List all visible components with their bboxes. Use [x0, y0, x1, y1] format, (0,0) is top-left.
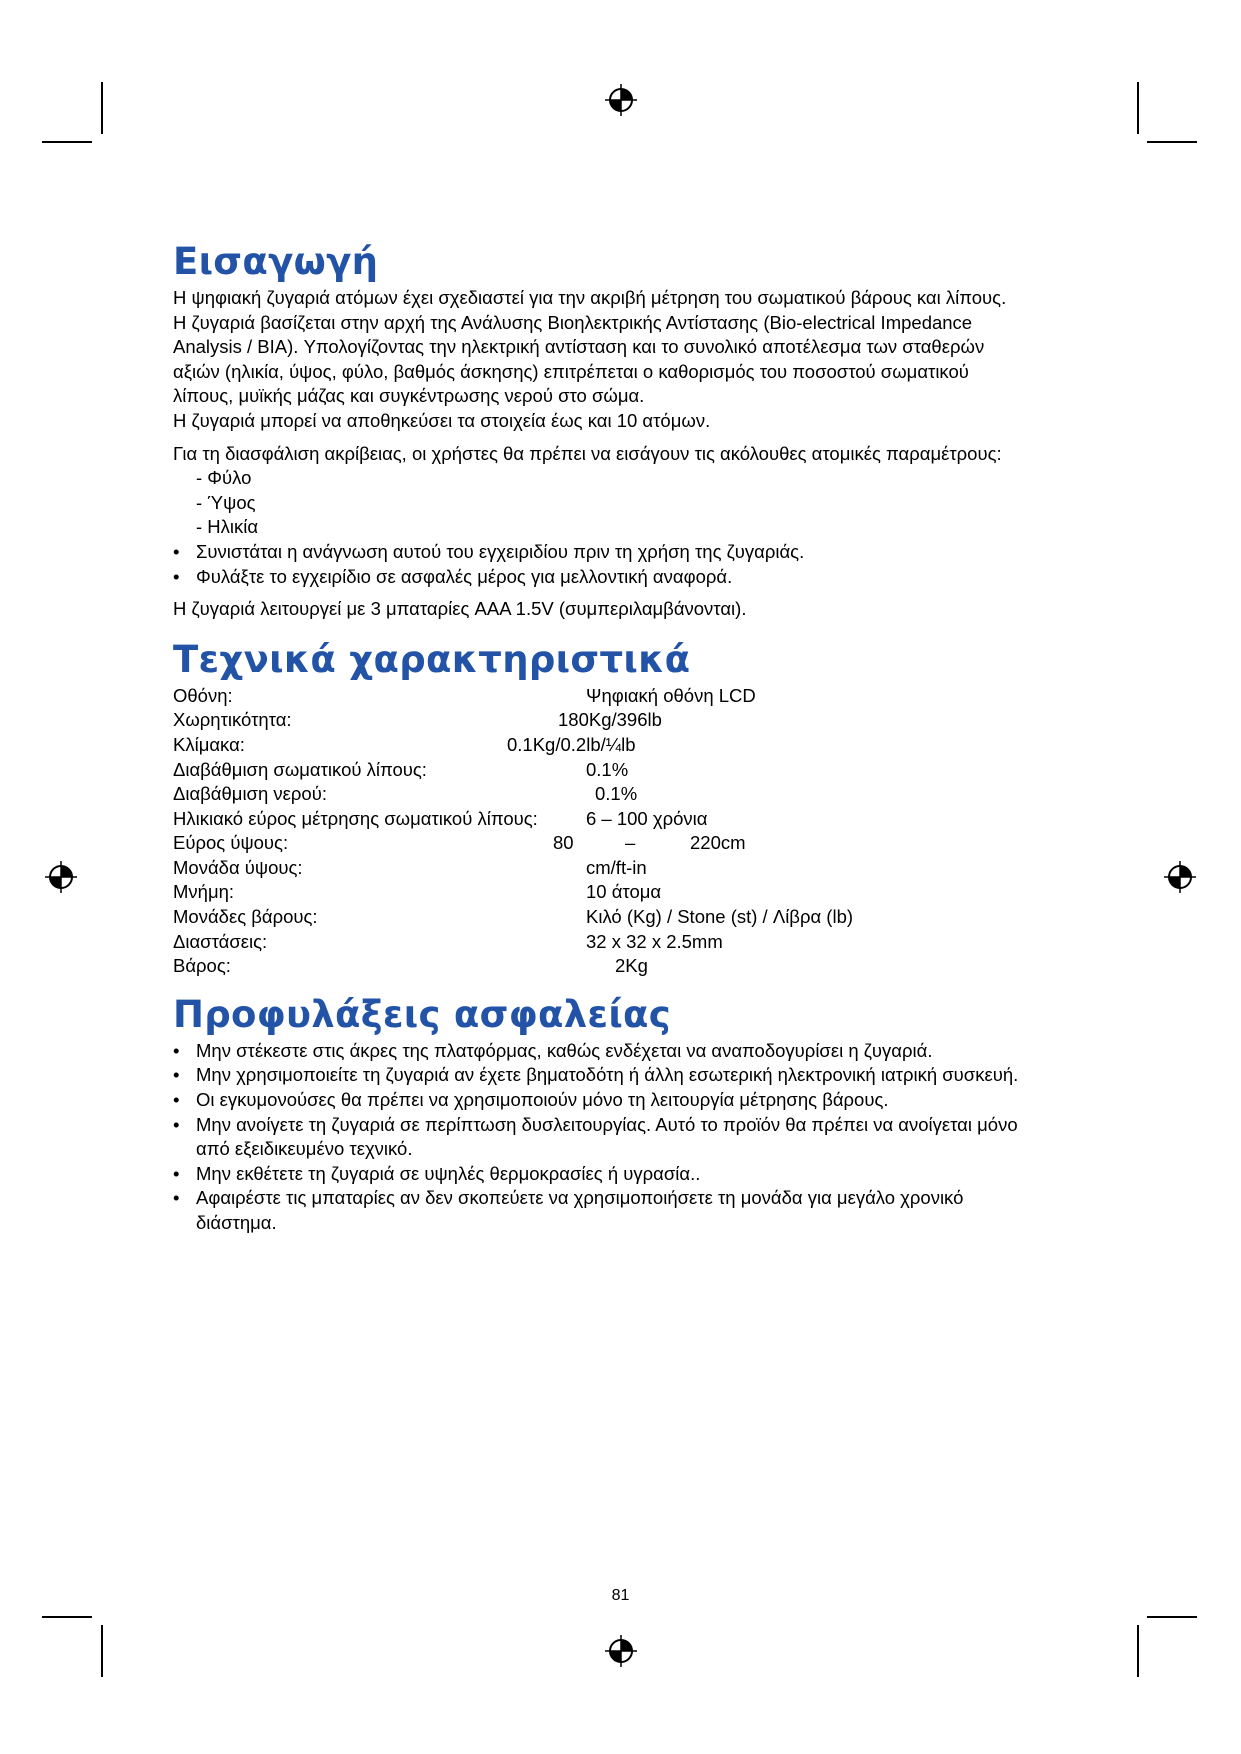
bullet-icon: •: [173, 1187, 180, 1209]
intro-line: Η ζυγαριά βασίζεται στην αρχή της Ανάλυσης Βιοηλεκτρικής Αντίστασης (Bio-electrical Impedance: [173, 311, 973, 333]
bullet-icon: •: [173, 1064, 180, 1086]
param-item: - Φύλο: [196, 467, 252, 489]
spec-value-dash: –: [625, 832, 636, 854]
spec-row: [173, 708, 1093, 733]
intro-line: λίπους, μυϊκής μάζας και συγκέντρωσης νερού στο σώμα.: [173, 385, 645, 407]
spec-value: 0.1%: [595, 783, 638, 805]
spec-label: Μονάδα ύψους:: [173, 856, 303, 878]
bullet-icon: •: [173, 1039, 180, 1061]
crop-mark-bottom-left-vertical: [101, 1625, 103, 1677]
safety-bullet: [173, 1039, 1093, 1064]
spec-value: 10 άτομα: [586, 881, 662, 903]
spec-row: [173, 930, 1093, 955]
spec-value: Ψηφιακή οθόνη LCD: [586, 684, 756, 706]
param-item: - Ύψος: [196, 491, 256, 513]
spec-value: 6 – 100 χρόνια: [586, 807, 708, 829]
safety-bullet: [173, 1113, 1093, 1162]
registration-mark-right-icon: [1163, 860, 1197, 894]
crop-mark-top-right-horizontal: [1147, 141, 1197, 143]
safety-heading: Προφυλάξεις ασφαλείας: [173, 992, 671, 1036]
spec-row: [173, 807, 1093, 832]
intro-line: Analysis / BIA). Υπολογίζοντας την ηλεκτρική αντίσταση και το συνολικό αποτέλεσμα των σταθερών: [173, 336, 985, 358]
spec-label: Ηλικιακό εύρος μέτρησης σωματικού λίπους:: [173, 807, 538, 829]
spec-row: [173, 733, 1093, 758]
intro-line: αξιών (ηλικία, ύψος, φύλο, βαθμός άσκησης) επιτρέπεται ο καθορισμός του ποσοστού σωματικού: [173, 360, 969, 382]
spec-label: Οθόνη:: [173, 684, 233, 706]
spec-value-max: 220cm: [690, 832, 746, 854]
spec-label: Μνήμη:: [173, 881, 235, 903]
spec-row: [173, 880, 1093, 905]
spec-row: [173, 954, 1093, 979]
spec-value: 2Kg: [615, 955, 648, 977]
intro-bullet: [173, 540, 1093, 565]
spec-label: Κλίμακα:: [173, 733, 245, 755]
crop-mark-bottom-right-vertical: [1137, 1625, 1139, 1677]
spec-row: [173, 758, 1093, 783]
intro-line: Η ψηφιακή ζυγαριά ατόμων έχει σχεδιαστεί για την ακριβή μέτρηση του σωματικού βάρους και λίπους.: [173, 287, 1007, 308]
safety-bullet-text: Αφαιρέστε τις μπαταρίες αν δεν σκοπεύετε να χρησιμοποιήσετε τη μονάδα για μεγάλο χρονικό: [196, 1187, 964, 1209]
spec-label: Μονάδες βάρους:: [173, 906, 318, 928]
spec-label: Εύρος ύψους:: [173, 832, 289, 854]
bullet-icon: •: [173, 1089, 180, 1111]
bullet-icon: •: [173, 1162, 180, 1184]
spec-row: [173, 856, 1093, 881]
safety-bullet-text: Μην στέκεστε στις άκρες της πλατφόρμας, καθώς ενδέχεται να αναποδογυρίσει η ζυγαριά.: [196, 1039, 933, 1061]
spec-label: Διαστάσεις:: [173, 930, 268, 952]
safety-bullet-text: Μην εκθέτετε τη ζυγαριά σε υψηλές θερμοκρασίες ή υγρασία..: [196, 1162, 701, 1184]
spec-label: Διαβάθμιση σωματικού λίπους:: [173, 758, 427, 780]
crop-mark-top-left-vertical: [101, 82, 103, 134]
spec-value: 0.1Kg/0.2lb/¼lb: [507, 733, 636, 755]
spec-row: [173, 782, 1093, 807]
param-item: - Ηλικία: [196, 516, 259, 538]
safety-bullet: [173, 1088, 1093, 1113]
params-intro: Για τη διασφάλιση ακρίβειας, οι χρήστες θα πρέπει να εισάγουν τις ακόλουθες ατομικές παραμέτρους:: [173, 442, 1002, 464]
safety-bullet: [173, 1186, 1093, 1235]
spec-value-min: 80: [553, 832, 574, 854]
page-content: [173, 240, 1093, 1236]
safety-bullet-text: Μην ανοίγετε τη ζυγαριά σε περίπτωση δυσλειτουργίας. Αυτό το προϊόν θα πρέπει να ανοίγεται μόνο: [196, 1113, 1018, 1135]
spec-value: 32 x 32 x 2.5mm: [586, 930, 723, 952]
registration-mark-top-icon: [604, 83, 638, 117]
intro-bullet-text: Συνιστάται η ανάγνωση αυτού του εγχειριδίου πριν τη χρήση της ζυγαριάς.: [196, 540, 805, 562]
crop-mark-top-left-horizontal: [42, 141, 92, 143]
spec-row: [173, 905, 1093, 930]
specs-heading: Τεχνικά χαρακτηριστικά: [173, 637, 691, 681]
intro-line: Η ζυγαριά μπορεί να αποθηκεύσει τα στοιχεία έως και 10 ατόμων.: [173, 409, 711, 431]
spec-label: Διαβάθμιση νερού:: [173, 783, 327, 805]
registration-mark-bottom-icon: [604, 1634, 638, 1668]
spec-row: [173, 831, 1093, 856]
intro-heading: Εισαγωγή: [173, 240, 379, 283]
crop-mark-bottom-right-horizontal: [1147, 1616, 1197, 1618]
spec-row: [173, 684, 1093, 709]
safety-bullet: [173, 1063, 1093, 1088]
spec-value: 0.1%: [586, 758, 629, 780]
safety-bullet: [173, 1162, 1093, 1187]
safety-bullet-text: από εξειδικευμένο τεχνικό.: [196, 1138, 413, 1160]
spec-value: cm/ft-in: [586, 856, 647, 878]
crop-mark-bottom-left-horizontal: [42, 1616, 92, 1618]
safety-bullet-text: Οι εγκυμονούσες θα πρέπει να χρησιμοποιούν μόνο τη λειτουργία μέτρησης βάρους.: [196, 1089, 889, 1111]
crop-mark-top-right-vertical: [1137, 82, 1139, 134]
safety-bullet-text: διάστημα.: [196, 1212, 277, 1233]
intro-bullet-text: Φυλάξτε το εγχειρίδιο σε ασφαλές μέρος για μελλοντική αναφορά.: [196, 565, 733, 587]
page-number: 81: [611, 1587, 630, 1604]
bullet-icon: •: [173, 565, 180, 587]
spec-label: Βάρος:: [173, 955, 231, 977]
bullet-icon: •: [173, 1113, 180, 1135]
battery-note: Η ζυγαριά λειτουργεί με 3 μπαταρίες AAA 1.5V (συμπεριλαμβάνονται).: [173, 598, 747, 620]
bullet-icon: •: [173, 540, 180, 562]
spec-value: 180Kg/396lb: [558, 709, 662, 731]
spec-value: Κιλό (Kg) / Stone (st) / Λίβρα (lb): [586, 906, 854, 928]
spec-label: Χωρητικότητα:: [173, 709, 292, 731]
registration-mark-left-icon: [44, 860, 78, 894]
intro-bullet: [173, 565, 1093, 590]
safety-bullet-text: Μην χρησιμοποιείτε τη ζυγαριά αν έχετε βηματοδότη ή άλλη εσωτερική ηλεκτρονική ιατρική συσκευή.: [196, 1064, 1019, 1086]
